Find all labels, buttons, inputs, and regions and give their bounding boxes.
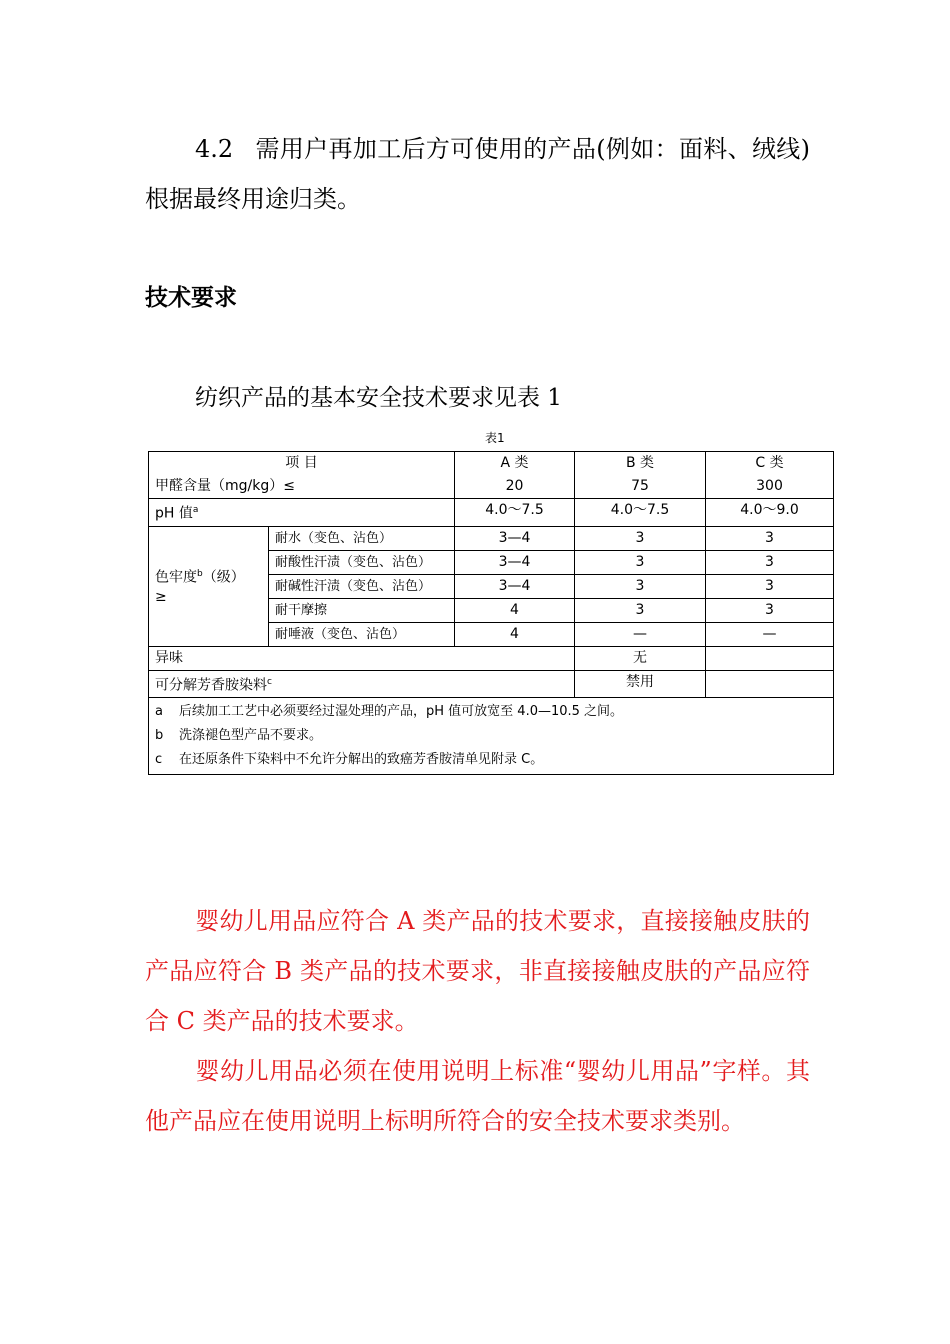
section-heading: 技术要求 xyxy=(145,285,237,311)
colorfastness-min: ≥ xyxy=(155,588,167,605)
colorfastness-a: 3—4 xyxy=(455,550,575,574)
table-notes xyxy=(149,698,834,775)
section-text: 需用户再加工后方可使用的产品(例如：面料、绒线)根据最终用途归类。 xyxy=(145,135,810,213)
colorfastness-b: — xyxy=(575,622,706,646)
azo-label-cell xyxy=(149,670,575,698)
colorfastness-item: 耐碱性汗渍（变色、沾色） xyxy=(269,574,455,598)
labeling-paragraph xyxy=(145,1046,810,1146)
note-label: c xyxy=(155,752,163,768)
colorfastness-b: 3 xyxy=(575,526,706,550)
ph-b: 4.0～7.5 xyxy=(575,499,706,527)
colorfastness-c: 3 xyxy=(706,598,834,622)
note-text: 洗涤褪色型产品不要求。 xyxy=(179,728,323,744)
colorfastness-a: 3—4 xyxy=(455,574,575,598)
ph-a: 4.0～7.5 xyxy=(455,499,575,527)
note-label: a xyxy=(155,704,163,720)
colorfastness-a: 4 xyxy=(455,598,575,622)
azo-dye-row xyxy=(149,670,834,698)
azo-footnote-mark: c xyxy=(267,676,272,687)
colorfastness-label-cell xyxy=(149,526,269,646)
odor-row xyxy=(149,646,834,670)
formaldehyde-label: 甲醛含量（mg/kg）≤ xyxy=(149,475,455,499)
note-text: 后续加工工艺中必须要经过湿处理的产品，pH 值可放宽至 4.0—10.5 之间。 xyxy=(179,704,624,720)
ph-footnote-mark: a xyxy=(192,505,199,515)
labeling-text: 婴幼儿用品必须在使用说明上标准“婴幼儿用品”字样。其他产品应在使用说明上标明所符合的安全技术要求类别。 xyxy=(145,1057,810,1135)
formaldehyde-row xyxy=(149,475,834,499)
colorfastness-b: 3 xyxy=(575,598,706,622)
formaldehyde-b: 75 xyxy=(575,475,706,499)
table-caption: 表1 xyxy=(485,431,505,445)
ph-label: pH 值 xyxy=(155,505,193,522)
colorfastness-item: 耐酸性汗渍（变色、沾色） xyxy=(269,550,455,574)
header-item: 项 目 xyxy=(149,452,455,476)
infant-requirements-text: 婴幼儿用品应符合 A 类产品的技术要求，直接接触皮肤的产品应符合 B 类产品的技术要求，非直接接触皮肤的产品应符合 C 类产品的技术要求。 xyxy=(145,907,810,1035)
formaldehyde-c: 300 xyxy=(706,475,834,499)
colorfastness-b: 3 xyxy=(575,550,706,574)
notes-row xyxy=(149,698,834,775)
colorfastness-c: — xyxy=(706,622,834,646)
odor-value: 无 xyxy=(575,646,706,670)
colorfastness-footnote-mark: b xyxy=(197,569,203,580)
table-note xyxy=(155,700,827,724)
azo-label: 可分解芳香胺染料 xyxy=(155,677,267,694)
formaldehyde-a: 20 xyxy=(455,475,575,499)
colorfastness-b: 3 xyxy=(575,574,706,598)
colorfastness-grade: （级） xyxy=(202,569,245,586)
header-class-b: B 类 xyxy=(575,452,706,476)
colorfastness-c: 3 xyxy=(706,526,834,550)
odor-label: 异味 xyxy=(149,646,575,670)
colorfastness-a: 3—4 xyxy=(455,526,575,550)
colorfastness-item: 耐干摩擦 xyxy=(269,598,455,622)
safety-requirements-table xyxy=(148,451,834,775)
colorfastness-c: 3 xyxy=(706,574,834,598)
infant-requirements-paragraph xyxy=(145,896,810,1046)
colorfastness-a: 4 xyxy=(455,622,575,646)
table-intro: 纺织产品的基本安全技术要求见表 1 xyxy=(195,385,562,411)
colorfastness-c: 3 xyxy=(706,550,834,574)
ph-label-cell xyxy=(149,499,455,527)
header-class-a: A 类 xyxy=(455,452,575,476)
table-note xyxy=(155,724,827,748)
section-4-2-paragraph xyxy=(145,124,810,224)
ph-row xyxy=(149,499,834,527)
azo-value: 禁用 xyxy=(575,670,706,698)
ph-c: 4.0～9.0 xyxy=(706,499,834,527)
colorfastness-item: 耐水（变色、沾色） xyxy=(269,526,455,550)
table-note xyxy=(155,748,827,772)
note-text: 在还原条件下染料中不允许分解出的致癌芳香胺清单见附录 C。 xyxy=(179,752,544,768)
colorfastness-row xyxy=(149,526,834,550)
colorfastness-label: 色牢度 xyxy=(155,569,197,586)
note-label: b xyxy=(155,728,164,744)
section-number: 4.2 xyxy=(195,135,234,163)
colorfastness-item: 耐唾液（变色、沾色） xyxy=(269,622,455,646)
table-header-row xyxy=(149,452,834,476)
header-class-c: C 类 xyxy=(706,452,834,476)
